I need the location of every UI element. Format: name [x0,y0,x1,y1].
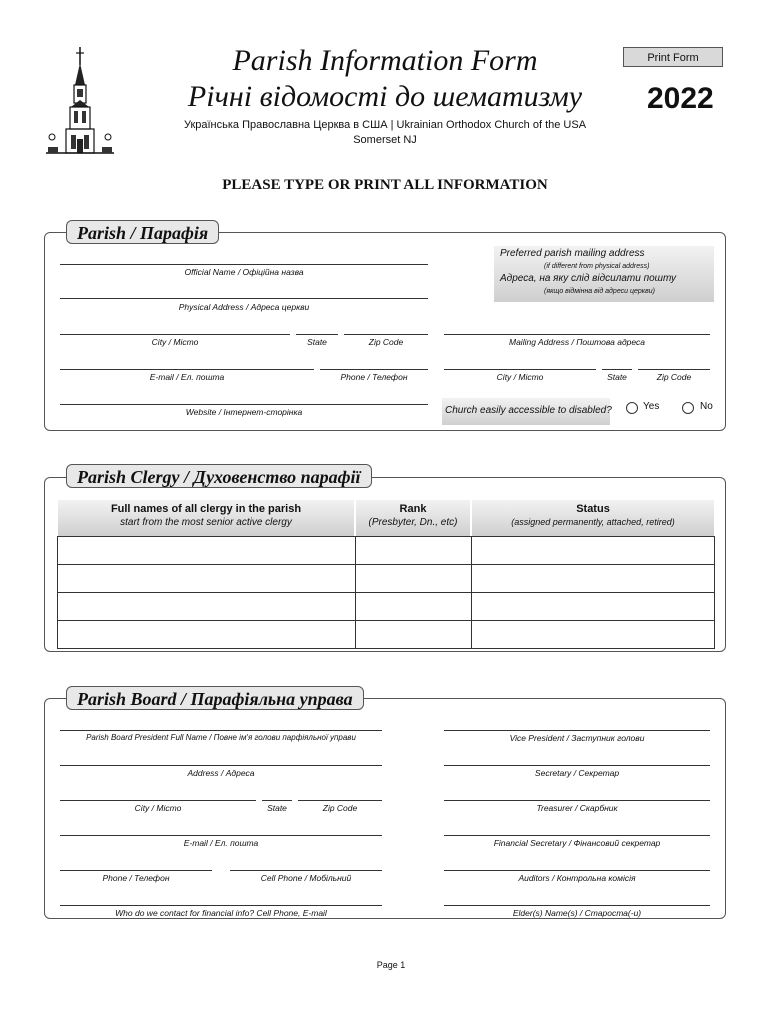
clergy-rank-cell[interactable] [356,593,472,621]
accessible-question-box [442,398,610,425]
board-phone-label: Phone / Телефон [102,873,170,883]
table-row [58,537,715,565]
treasurer-line[interactable] [444,800,710,801]
clergy-rank-cell[interactable] [356,621,472,649]
email-line[interactable] [60,369,314,370]
church-logo [44,45,116,160]
physical-address-label: Physical Address / Адреса церкви [178,302,310,312]
secretary-label: Secretary / Секретар [534,768,620,778]
physical-address-line[interactable] [60,298,428,299]
mailing-city-line[interactable] [444,369,596,370]
mailing-note-line2: (if different from physical address) [544,263,650,270]
financial-secretary-label: Financial Secretary / Фінансовий секретар [493,838,661,848]
clergy-status-cell[interactable] [472,537,715,565]
zip-label: Zip Code [368,337,404,347]
official-name-line[interactable] [60,264,428,265]
president-line[interactable] [60,730,382,731]
accessible-no-label: No [700,401,713,412]
board-city-label: City / Місто [134,803,182,813]
phone-label: Phone / Телефон [340,372,408,382]
form-subtitle-church: Українська Православна Церква в США | Ukrainian Orthodox Church of the USA [183,119,587,131]
mailing-city-label: City / Місто [496,372,544,382]
mailing-address-line[interactable] [444,334,710,335]
mailing-note-line1: Preferred parish mailing address [500,248,645,259]
treasurer-label: Treasurer / Скарбник [536,803,618,813]
state-label: State [307,337,327,347]
print-form-button[interactable]: Print Form [623,47,723,67]
mailing-zip-line[interactable] [638,369,710,370]
mailing-state-line[interactable] [602,369,632,370]
financial-secretary-line[interactable] [444,835,710,836]
mailing-address-label: Mailing Address / Поштова адреса [509,337,645,347]
board-email-label: E-mail / Ел. пошта [183,838,259,848]
financial-contact-line[interactable] [60,905,382,906]
mailing-note-line3: Адреса, на яку слід відсилати пошту [500,273,677,284]
accessible-question-label: Church easily accessible to disabled? [445,405,612,416]
board-email-line[interactable] [60,835,382,836]
page-number: Page 1 [376,960,406,970]
auditors-label: Auditors / Контрольна комісія [518,873,636,883]
clergy-col-names-subtitle: start from the most senior active clergy [120,517,292,528]
city-line[interactable] [60,334,290,335]
state-line[interactable] [296,334,338,335]
clergy-col-status-title: Status [576,503,610,515]
clergy-status-cell[interactable] [472,621,715,649]
clergy-rank-cell[interactable] [356,537,472,565]
financial-contact-label: Who do we contact for financial info? Cell Phone, E-mail [115,908,327,918]
president-label: Parish Board President Full Name / Повне ім'я голови парфіяльної управи [86,733,356,742]
vice-president-label: Vice President / Заступник голови [509,733,645,743]
clergy-header-rank [356,500,470,536]
mailing-note-line4: (якщо відмінна від адреси церкви) [544,288,655,295]
clergy-header-status [472,500,714,536]
website-line[interactable] [60,404,428,405]
city-label: City / Місто [151,337,199,347]
form-instruction: PLEASE TYPE OR PRINT ALL INFORMATION [222,177,548,193]
board-section-title: Parish Board / Парафіяльна управа [66,686,364,710]
parish-section-title: Parish / Парафія [66,220,219,244]
form-title-english: Parish Information Form [232,44,538,77]
mailing-zip-label: Zip Code [656,372,692,382]
board-phone-line[interactable] [60,870,212,871]
clergy-table [57,536,715,649]
official-name-label: Official Name / Офіційна назва [184,267,304,277]
table-row [58,565,715,593]
accessible-no-radio[interactable] [682,402,694,414]
board-cell-line[interactable] [230,870,382,871]
clergy-col-rank-title: Rank [399,503,427,515]
clergy-col-status-subtitle: (assigned permanently, attached, retired) [511,517,675,527]
elders-line[interactable] [444,905,710,906]
board-zip-line[interactable] [298,800,382,801]
form-subtitle-location: Somerset NJ [353,134,417,146]
clergy-name-cell[interactable] [58,565,356,593]
clergy-name-cell[interactable] [58,537,356,565]
clergy-col-names-title: Full names of all clergy in the parish [110,503,302,515]
accessible-yes-label: Yes [643,401,660,412]
email-label: E-mail / Ел. пошта [149,372,225,382]
mailing-address-note [494,246,714,302]
website-label: Website / Інтернет-сторінка [185,407,303,417]
board-city-line[interactable] [60,800,256,801]
clergy-status-cell[interactable] [472,593,715,621]
clergy-col-rank-subtitle: (Presbyter, Dn., etc) [368,517,458,528]
form-year: 2022 [647,82,714,115]
auditors-line[interactable] [444,870,710,871]
clergy-name-cell[interactable] [58,593,356,621]
table-row [58,621,715,649]
board-address-label: Address / Адреса [187,768,255,778]
table-row [58,593,715,621]
vice-president-line[interactable] [444,730,710,731]
elders-label: Elder(s) Name(s) / Староста(-и) [512,908,642,918]
accessible-yes-radio[interactable] [626,402,638,414]
phone-line[interactable] [320,369,428,370]
zip-line[interactable] [344,334,428,335]
mailing-state-label: State [607,372,627,382]
board-state-label: State [267,803,287,813]
board-address-line[interactable] [60,765,382,766]
board-zip-label: Zip Code [322,803,358,813]
clergy-section-title: Parish Clergy / Духовенство парафії [66,464,372,488]
clergy-rank-cell[interactable] [356,565,472,593]
clergy-status-cell[interactable] [472,565,715,593]
clergy-name-cell[interactable] [58,621,356,649]
clergy-header-names [58,500,354,536]
board-state-line[interactable] [262,800,292,801]
board-cell-label: Cell Phone / Мобільний [260,873,352,883]
secretary-line[interactable] [444,765,710,766]
form-title-ukrainian: Річні відомості до шематизму [187,80,583,113]
